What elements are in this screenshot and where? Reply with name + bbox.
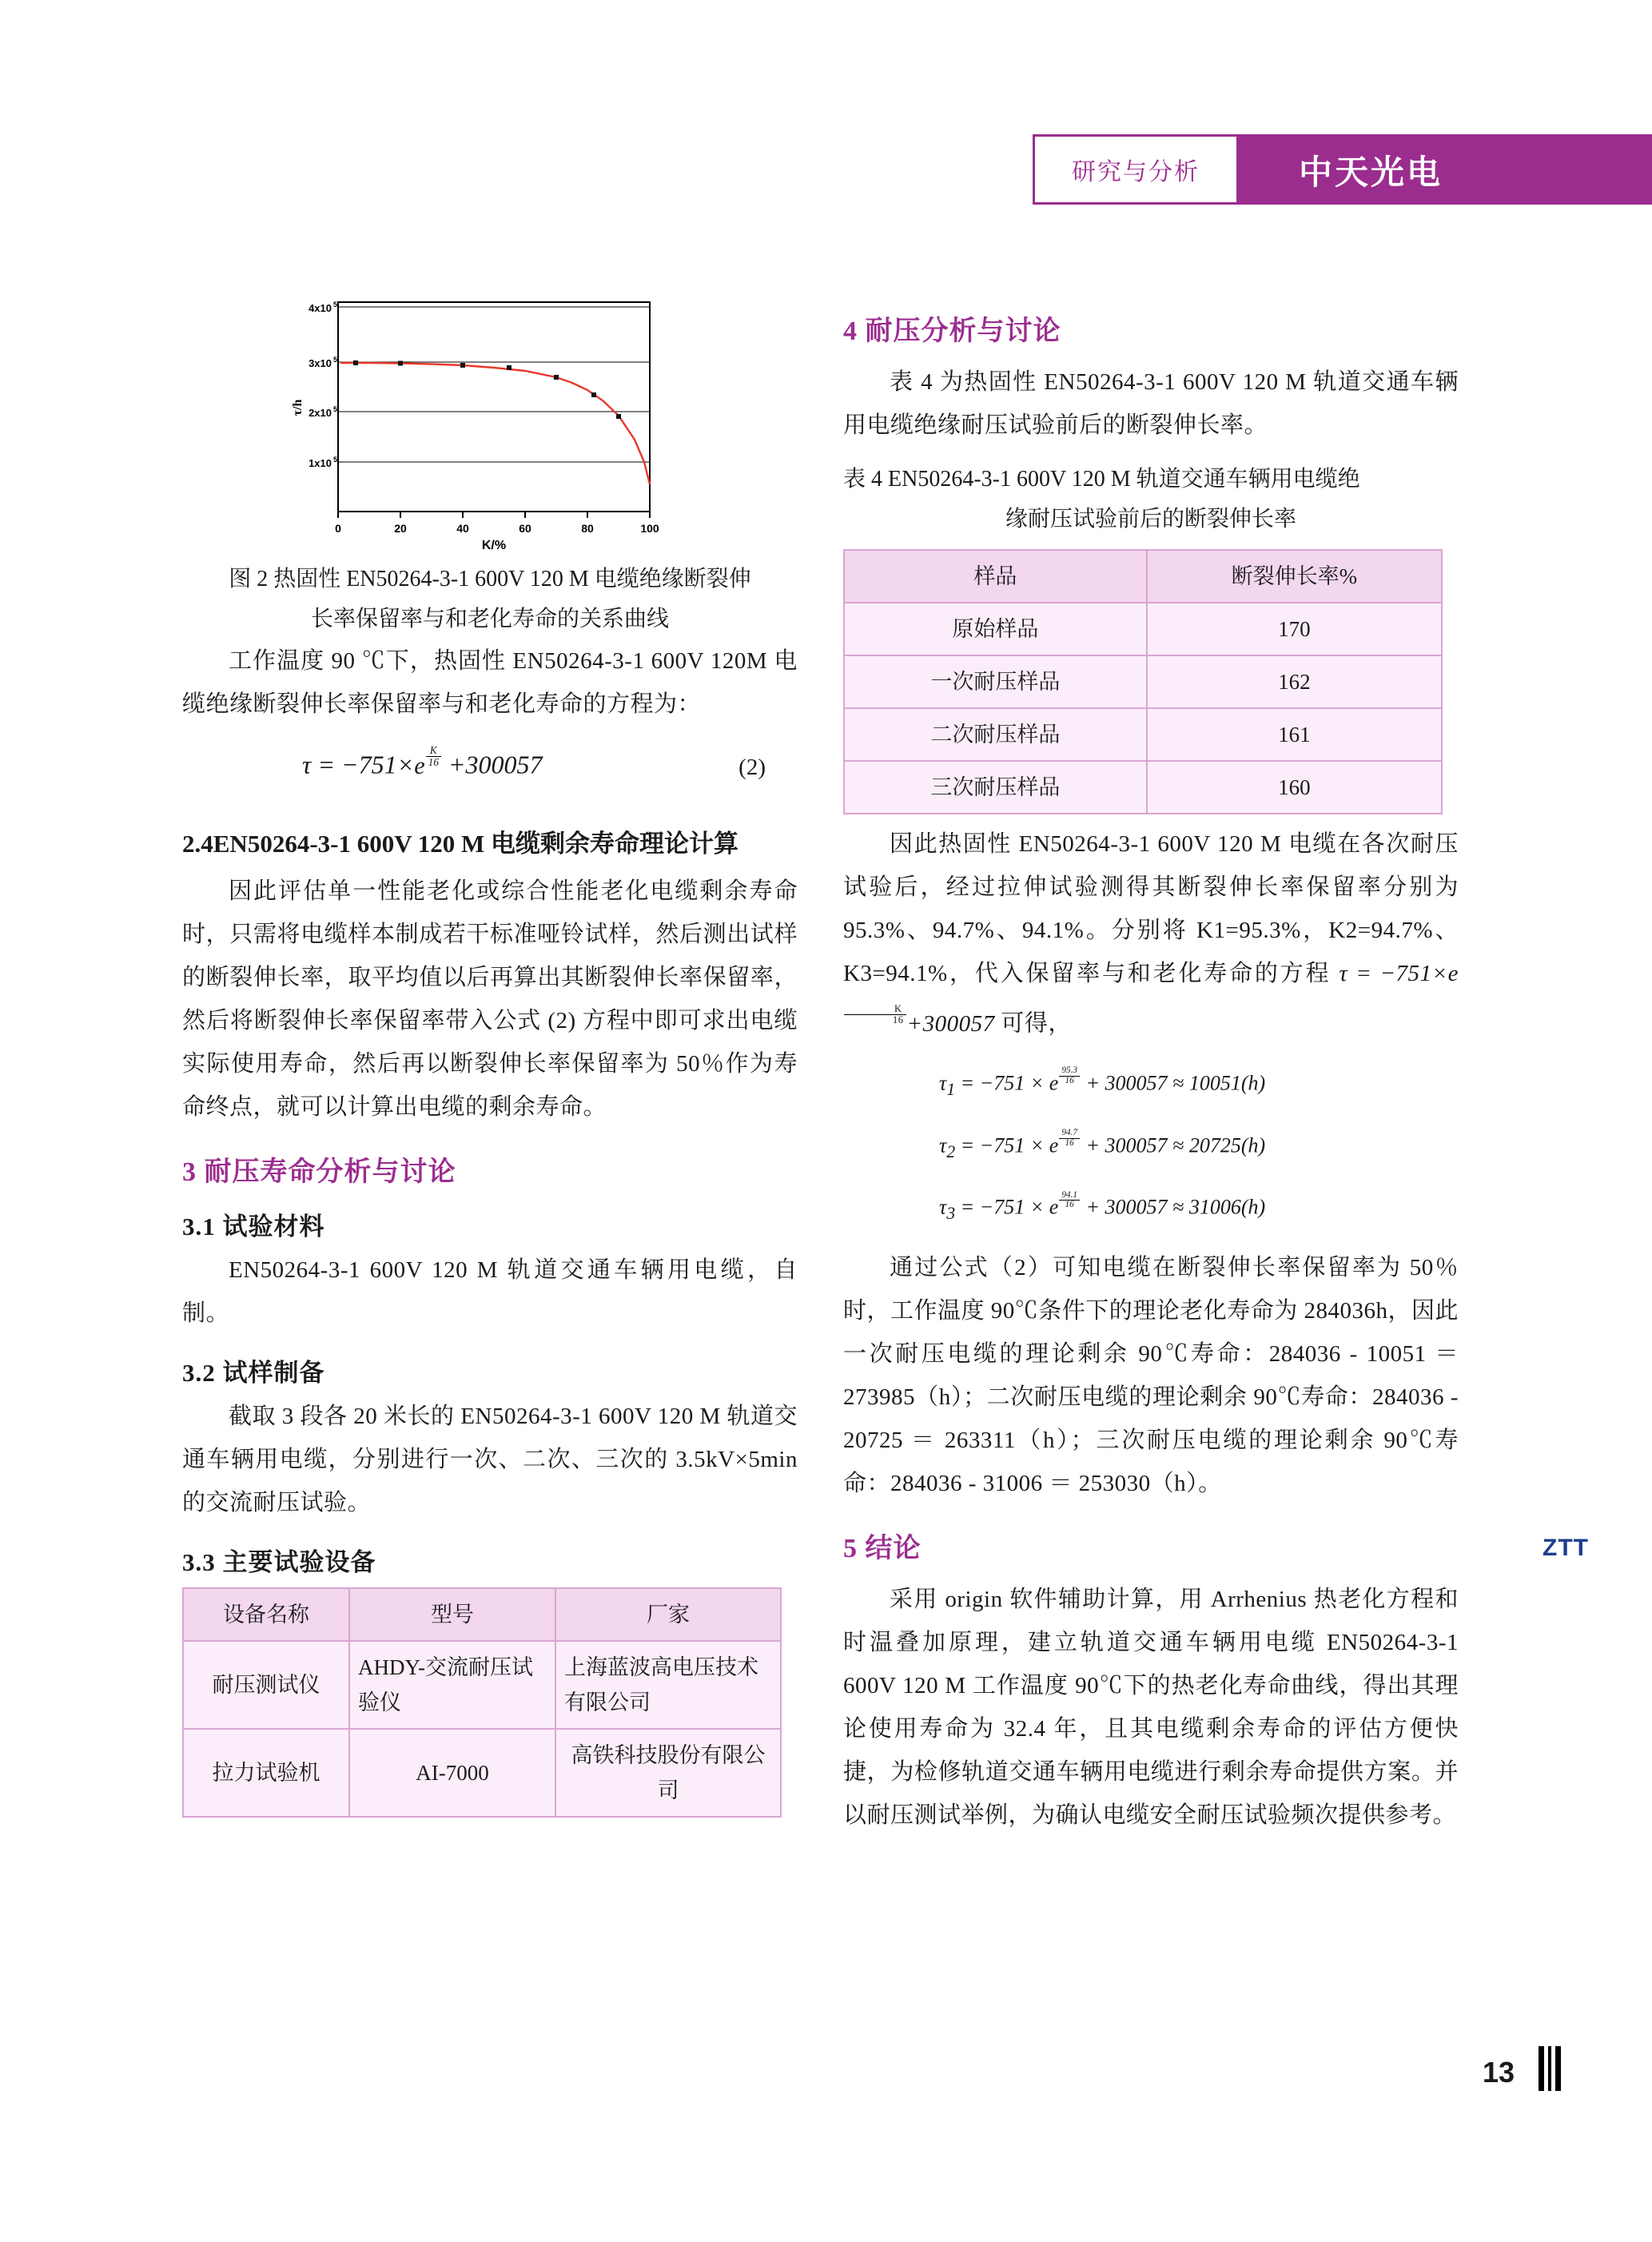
paragraph-retention-results — [843, 822, 1459, 1045]
table-row — [183, 1729, 781, 1817]
section-3-heading: 3 耐压寿命分析与讨论 — [182, 1157, 456, 1187]
figure-2 — [182, 288, 798, 639]
cell-sample: 一次耐压样品 — [844, 655, 1147, 708]
column-header-equipment-name: 设备名称 — [183, 1588, 349, 1641]
table-4-caption-line1: 表 4 EN50264-3-1 600V 120 M 轨道交通车辆用电缆绝 — [843, 467, 1360, 492]
equation-tau-2: $\tau_2 = -751 \times e$ $^{\frac{94.7}{16}}$ + 300057 ≈ 20725(h) — [939, 1127, 1266, 1161]
ztt-logo: ZTT — [1543, 1535, 1589, 1561]
svg-text:2x10: 2x10 — [309, 407, 332, 419]
subsection-3-2-heading: 3.2 试样制备 — [182, 1359, 325, 1387]
column-header-manufacturer: 厂家 — [555, 1588, 781, 1641]
heading-2-4: 2.4EN50264-3-1 600V 120 M 电缆剩余寿命理论计算 — [182, 830, 739, 858]
header-brand: 中天光电 — [1298, 155, 1443, 192]
cell-manufacturer: 上海蓝波高电压技术有限公司 — [555, 1641, 781, 1729]
cell-elongation: 162 — [1147, 655, 1442, 708]
svg-text:40: 40 — [456, 522, 469, 535]
equation-2-body — [302, 745, 542, 780]
equation-2-lead: τ = −751× — [302, 750, 415, 779]
paragraph-remaining-life-calc: 通过公式（2）可知电缆在断裂伸长率保留率为 50％时，工作温度 90℃条件下的理论老化寿命为 284036h，因此一次耐压电缆的理论剩余 90℃寿命：284036 - 10051 ＝ 273985（h）；二次耐压电缆的理论剩余 90℃寿命：284036 - 20725 ＝ 263311（h）；三次耐压电缆的理论剩余 90℃寿命：284036 - 31006 ＝ 253030（h）。 — [843, 1255, 1459, 1497]
cell-model: AI-7000 — [349, 1729, 555, 1817]
svg-text:3x10: 3x10 — [309, 357, 332, 369]
table-row — [183, 1641, 781, 1729]
cell-equipment-name: 拉力试验机 — [183, 1729, 349, 1817]
column-header-model: 型号 — [349, 1588, 555, 1641]
cell-elongation: 160 — [1147, 761, 1442, 814]
svg-text:5: 5 — [333, 405, 338, 413]
cell-sample: 原始样品 — [844, 603, 1147, 655]
subsection-3-1-heading: 3.1 试验材料 — [182, 1213, 325, 1240]
subsection-3-3-heading: 3.3 主要试验设备 — [182, 1548, 376, 1576]
figure-2-caption — [182, 560, 798, 639]
cell-elongation: 161 — [1147, 708, 1442, 761]
svg-text:100: 100 — [640, 522, 659, 535]
paragraph-3-2: 截取 3 段各 20 米长的 EN50264-3-1 600V 120 M 轨道交通车辆用电缆，分别进行一次、二次、三次的 3.5kV×5min 的交流耐压试验。 — [182, 1404, 798, 1515]
table-row — [844, 655, 1442, 708]
equation-tau-1: $\tau_1 = -751 \times e$ $^{\frac{95.3}{16}}$ + 300057 ≈ 10051(h) — [939, 1065, 1266, 1099]
paragraph-conclusion: 采用 origin 软件辅助计算，用 Arrhenius 热老化方程和时温叠加原理，建立轨道交通车辆用电缆 EN50264-3-1 600V 120 M 工作温度 90℃下的热老化寿命曲线，得出其理论使用寿命为 32.4 年，且其电缆剩余寿命的评估方便快捷，为检修轨道交通车辆用电缆进行剩余寿命提供方案。并以耐压测试举例，为确认电缆安全耐压试验频次提供参考。 — [843, 1587, 1459, 1829]
svg-text:20: 20 — [394, 522, 407, 535]
page-number: 13 — [1483, 2056, 1515, 2089]
equation-2-exponent-fraction: K 16 — [426, 745, 441, 768]
section-5-heading: 5 结论 — [843, 1534, 922, 1564]
column-header-sample: 样品 — [844, 550, 1147, 603]
cell-model: AHDY-交流耐压试验仪 — [349, 1641, 555, 1729]
svg-text:60: 60 — [519, 522, 531, 535]
inline-exponent-fraction: K 16 — [844, 1004, 906, 1025]
figure-2-chart — [266, 288, 714, 552]
table-row — [844, 603, 1442, 655]
equation-2-exponential — [414, 744, 442, 779]
svg-text:0: 0 — [335, 522, 341, 535]
equation-2 — [182, 734, 798, 807]
equation-list-tau — [843, 1052, 1459, 1239]
table-header-row — [844, 550, 1442, 603]
left-column — [182, 288, 798, 1826]
cell-elongation: 170 — [1147, 603, 1442, 655]
equation-2-number: (2) — [738, 755, 766, 780]
table-header-row — [183, 1588, 781, 1641]
svg-text:K/%: K/% — [481, 539, 507, 552]
svg-text:1x10: 1x10 — [309, 457, 332, 469]
figure-2-caption-line2: 长率保留率与和老化寿命的关系曲线 — [310, 607, 669, 631]
svg-text:5: 5 — [333, 301, 338, 309]
equipment-table — [182, 1587, 782, 1818]
paragraph-evaluation: 因此评估单一性能老化或综合性能老化电缆剩余寿命时，只需将电缆样本制成若干标准哑铃试样，然后测出试样的断裂伸长率，取平均值以后再算出其断裂伸长率保留率，然后将断裂伸长率保留率带入公式 (2) 方程中即可求出电缆实际使用寿命，然后再以断裂伸长率保留率为 50％作为寿命终点，就可以计算出电缆的剩余寿命。 — [182, 878, 798, 1120]
paragraph-table4-intro: 表 4 为热固性 EN50264-3-1 600V 120 M 轨道交通车辆用电缆绝缘耐压试验前后的断裂伸长率。 — [843, 369, 1459, 438]
paragraph-work-temperature: 工作温度 90 ℃下，热固性 EN50264-3-1 600V 120M 电缆绝缘断裂伸长率保留率与和老化寿命的方程为： — [182, 648, 798, 717]
header-section-label: 研究与分析 — [1033, 134, 1239, 205]
table-4-caption — [843, 460, 1459, 540]
table-row — [844, 761, 1442, 814]
paragraph-retention-text: 因此热固性 EN50264-3-1 600V 120 M 电缆在各次耐压试验后，经过拉伸试验测得其断裂伸长率保留率分别为 95.3%、94.7%、94.1%。分别将 K1=95.3%，K2=94.7%、K3=94.1%，代入保留率与和老化寿命的方程 — [843, 831, 1459, 986]
paragraph-3-1: EN50264-3-1 600V 120 M 轨道交通车辆用电缆，自制。 — [182, 1257, 798, 1326]
figure-2-caption-line1: 图 2 热固性 EN50264-3-1 600V 120 M 电缆绝缘断裂伸 — [229, 567, 751, 591]
svg-text:5: 5 — [333, 356, 338, 364]
cell-sample: 二次耐压样品 — [844, 708, 1147, 761]
svg-text:4x10: 4x10 — [309, 302, 332, 314]
inline-equation-retention: τ = −751×e $^{\frac{K}{16}}$ +300057 — [843, 961, 1459, 1037]
table-4-caption-line2: 缘耐压试验前后的断裂伸长率 — [1005, 507, 1296, 532]
barcode-decoration — [1539, 2046, 1586, 2091]
right-column — [843, 288, 1459, 1840]
section-4-heading: 4 耐压分析与讨论 — [843, 317, 1061, 346]
table-row — [844, 708, 1442, 761]
column-header-elongation: 断裂伸长率% — [1147, 550, 1442, 603]
cell-equipment-name: 耐压测试仪 — [183, 1641, 349, 1729]
equation-2-base: e — [414, 751, 425, 779]
svg-text:5: 5 — [333, 456, 338, 464]
cell-sample: 三次耐压样品 — [844, 761, 1147, 814]
paragraph-retention-after: 可得， — [1001, 1010, 1072, 1037]
equation-2-tail: +300057 — [448, 750, 543, 779]
equation-tau-3: $\tau_3 = -751 \times e$ $^{\frac{94.1}{16}}$ + 300057 ≈ 31006(h) — [939, 1189, 1266, 1224]
svg-text:τ/h: τ/h — [291, 399, 305, 416]
aging-life-curve-svg — [266, 288, 714, 552]
elongation-table — [843, 549, 1443, 814]
svg-text:80: 80 — [581, 522, 594, 535]
cell-manufacturer: 高铁科技股份有限公司 — [555, 1729, 781, 1817]
